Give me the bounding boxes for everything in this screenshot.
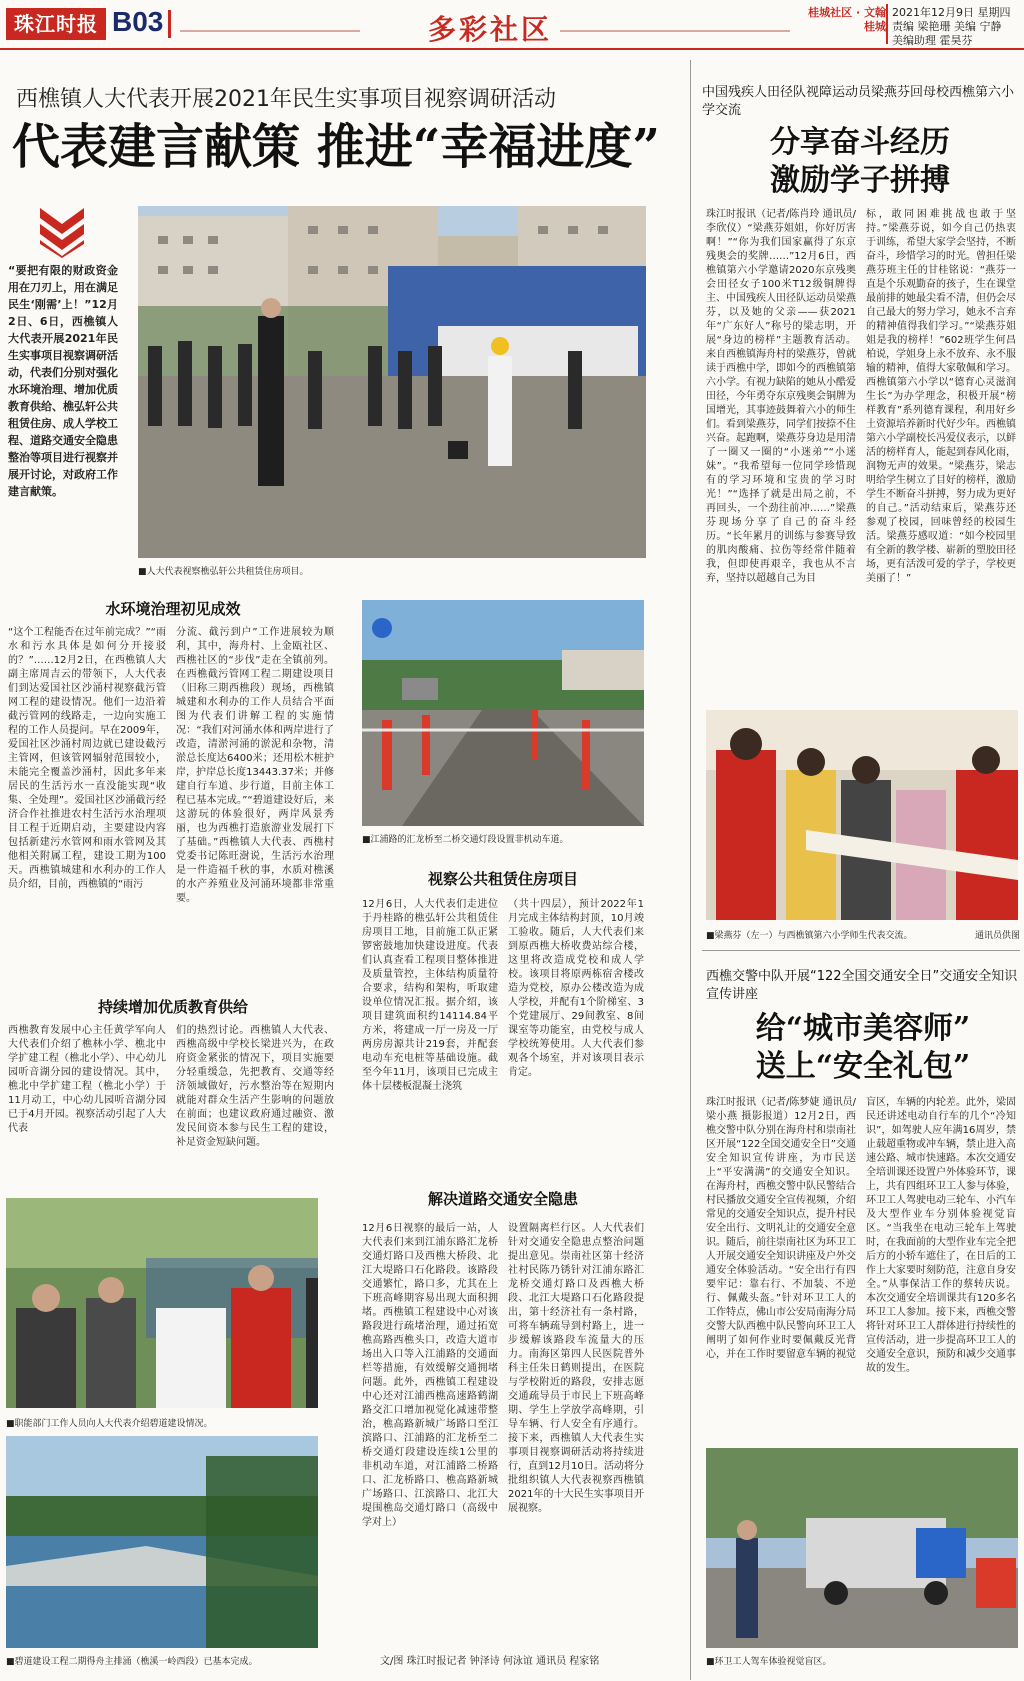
school-photo-credit: 通讯员供图 bbox=[974, 931, 1020, 941]
lead-kicker: 西樵镇人大代表开展2021年民生实事项目视察调研活动 bbox=[16, 87, 556, 112]
story2-kicker: 中国残疾人田径队视障运动员梁燕芬回母校西樵第六小学交流 bbox=[702, 85, 1015, 118]
masthead-rule bbox=[0, 48, 1024, 50]
staff-photo bbox=[6, 1198, 318, 1408]
housing-col-1: 12月6日，人大代表们走进位于丹桂路的樵弘轩公共租赁住房项目工地，目前施工队正紧锣密鼓地加快建设进度。代表们认真查看工程项目整体推进及质量管控，主体结构质量符合要求，结构和架构，听取建设单位情况汇报。据介绍，该项目建筑面积约14114.84平方米，将建成一厅一房及一厅两房房源共计219套，并配套电动车充电桩等基础设施。截至今年11月，该项目已完成主体十层楼板混凝土浇筑 bbox=[362, 899, 498, 1092]
staff-photo-caption: ■职能部门工作人员向人大代表介绍碧道建设情况。 bbox=[6, 1419, 213, 1429]
housing-subhead: 视察公共租赁住房项目 bbox=[427, 870, 578, 888]
masthead-divider bbox=[168, 10, 171, 38]
traffic-subhead: 解决道路交通安全隐患 bbox=[427, 1190, 578, 1208]
editors-line: 责编 梁艳珊 美编 宁静 bbox=[892, 20, 1002, 33]
story3-col-1: 珠江时报讯（记者/陈梦婕 通讯员/梁小燕 摄影报道）12月2日，西樵交警中队分别在海舟村和崇南社区开展“122全国交通安全日”交通安全知识宣传讲座，为市民送上“平安满满”的交通安全知识。在海舟村，西樵交警中队民警结合村民播放交通安全宣传视频，介绍常见的交通安全知识点，提升村民安全出行、文明礼让的交通安全意识。随后，前往崇南社区为环卫工人开展交通安全知识讲座及户外交通安全体验活动。“安全出行有四要牢记：靠右行、不加装、不逆行、佩戴头盔。”针对环卫工人的工作特点，佛山市公安局南海分局交警大队西樵中队民警向环卫工人阐明了如何作业时要佩戴反光背心，并在工作时要留意车辆的视觉 bbox=[706, 1097, 856, 1360]
date-divider bbox=[886, 4, 888, 44]
traffic-col-1: 12月6日视察的最后一站，人大代表们来到江浦东路汇龙桥交通灯路口及西樵大桥段、北江大堤路口石化路段。该路段交通繁忙，路口多，尤其在上下班高峰期容易出现大面积拥堵。西樵镇工程建设中心对该路段进行疏堵治理，通过拓宽樵高路西樵头口，改造大道市场出入口等入江浦路的交通面栏等措施，有效缓解交通拥堵问题。此外，西樵镇工程建设中心还对江浦西樵高速路鹤湖路交汇口增加视觉化减速带整治，樵高路新城广场路口至江滨路口、江浦路的汇龙桥至二桥交通灯段建设连续1公里的非机动车道，对江浦路二桥路口、汇龙桥路口、樵高路新城广场路口、江滨路口、北江大堤围樵岛交通灯路口（高级中学对上） bbox=[362, 1223, 498, 1528]
masthead-rule-right bbox=[560, 30, 790, 32]
water-col-2: 分流、截污到户”工作进展较为顺利，其中，海舟村、上金瓯社区、西樵社区的“步伐”走在全镇前列。在西樵截污管网工程二期建设项目（旧称三期西樵段）现场，西樵镇城建和水利办的工作人员结合平面图为代表们讲解工程的实施情况：“我们对河涌水体和两岸进行了改造，清淤河涌的淤泥和杂物，清淤总长度达6400米；还用松木桩护岸，护岸总长度13443.37米；并修建自行车道、步行道，目前主体工程已基本完成。”“碧道建设好后，来这游玩的体验很好，两岸风景秀丽，也为西樵打造旅游业发展打下了基础。”西樵镇人大代表、西樵村党委书记陈旺澍说，生活污水治理是一件造福千秋的事，水质对樵溪的水产养殖业及河涌环境都非常重要。 bbox=[176, 627, 334, 904]
story2-col-2: 标，敢同困难挑战也敢于坚持。”梁燕芬说，如今自己仍热衷于训练，希望大家学会坚持，不断奋斗，珍惜学习的时光。曾担任梁燕芬班主任的甘桂铭说：“燕芬一直是个乐观勤奋的孩子，生在课堂最前排的她最尖看不清，但仍会尽自己最大的努力学习，她永不言弃的精神值得我们学习。”“梁燕芬姐姐是我的榜样！”602班学生何昌柏说，学姐身上永不放弃、永不服输的精神，值得大家敬佩和学习。西樵镇第六小学以“德育心灵滋润生长”为办学理念，积极开展“榜样教育”系列德育课程，利用好乡土资源培养新时代好少年。西樵镇第六小学副校长冯爱仪表示，以鲜活的榜样育人，能起到春风化雨，润物无声的效果。“梁燕芬，梁志明给学生树立了目好的榜样，激励学生不断奋斗拼搏，努力成为更好的自己。”活动结束后，梁燕芬还参观了校园，回味曾经的校园生活。梁燕芬感叹道：“如今校园里有全新的教学楼、崭新的塑胶田径场，更有活泼可爱的学子，学校更美丽了！” bbox=[866, 209, 1016, 584]
story2-headline-2: 激励学子拼搏 bbox=[770, 163, 950, 198]
masthead-rule-left bbox=[180, 30, 360, 32]
section-brand: 桂城社区 · 文翰桂城 bbox=[808, 6, 886, 33]
story3-headline-1: 给“城市美容师” bbox=[755, 1011, 971, 1046]
housing-col-2: （共十四层），预计2022年1月完成主体结构封顶，10月竣工验收。随后，人大代表们来到原西樵大桥收费站综合楼，这里将改造成党校和成人学校。该项目将原两栋宿舍楼改造为党校，原办公楼改造为成人学校，并配有1个阶梯室、3个党建展厅、29间教室、8间课室等功能室，由党校与成人学校统筹使用。人大代表们参观各个场室，并对该项目表示肯定。 bbox=[508, 899, 644, 1078]
story-divider bbox=[702, 950, 1020, 951]
story2-col-1: 珠江时报讯（记者/陈肖玲 通讯员/李欣仪）“梁燕芬姐姐，你好厉害啊！”“你为我们国家赢得了东京残奥会的奖牌……”12月6日，西樵镇第六小学邀请2020东京残奥会田径女子100米T12级铜牌得主、中国残疾人田径队运动员梁燕芬，以及她的父亲——获2021年“广东好人”称号的梁志明，开展“身边的榜样”主题教育活动。来自西樵镇海舟村的梁燕芬，曾就读于西樵中学，即如今的西樵镇第六小学。有视力缺陷的她从小酷爱田径，今年勇夺东京残奥会铜牌为国增光，其事迹鼓舞着六小的师生们。看到梁燕芬，同学们按捺不住兴奋。起跑啊，梁燕芬身边是用清了一圈又一圈的“小迷弟”“小迷妹”。“我希望每一位同学珍惜现有的学习环境和宝贵的学习时光！”“选择了就是出局之前，不再回头，一个劲往前冲……”梁燕芬现场分享了自己的奋斗经历。“长年累月的训练与参赛导致的肌肉酸痛、拉伤等经常伴随着我，但即使再艰辛，我也从不言弃，坚持以超越自己为目 bbox=[706, 209, 856, 584]
story3-kicker: 西樵交警中队开展“122全国交通安全日”交通安全知识宣传讲座 bbox=[706, 969, 1018, 1002]
lead-photo-caption: ■人大代表视察樵弘轩公共租赁住房项目。 bbox=[138, 567, 309, 577]
column-divider bbox=[690, 60, 691, 1680]
story3-headline-2: 送上“安全礼包” bbox=[755, 1049, 971, 1084]
river-photo bbox=[6, 1436, 318, 1648]
newspaper-logo: 珠江时报 bbox=[6, 8, 106, 40]
education-col-2: 们的热烈讨论。西樵镇人大代表、西樵高级中学校长梁进兴为，在政府资金紧张的情况下，项目实施要分轻重缓急，先把教育、交通等经济领域做好，污水整治等在短期内就能对群众生活产生影响的问题放在前面；也建议政府通过融资、激发民间资本参与民生工程的建设，补足资金短缺问题。 bbox=[176, 1025, 334, 1148]
school-photo bbox=[706, 710, 1018, 920]
road-photo bbox=[362, 600, 644, 826]
road-photo-caption: ■江浦路的汇龙桥至二桥交通灯段设置非机动车道。 bbox=[362, 835, 569, 845]
assistant-editor: 美编助理 霍昊芬 bbox=[892, 34, 973, 47]
chevron-decoration-icon bbox=[40, 208, 84, 258]
page-number: B03 bbox=[112, 6, 164, 37]
issue-date: 2021年12月9日 星期四 bbox=[892, 6, 1011, 19]
lead-byline: 文/图 珠江时报记者 钟泽诗 何泳谊 通讯员 程家铭 bbox=[380, 1656, 600, 1667]
water-col-1: “这个工程能否在过年前完成？”“雨水和污水具体是如何分开接驳的？”……12月2日，在西樵镇人大副主席周吉云的带领下，人大代表们到达爱国社区沙涌村视察截污管网工程的建设情况。他们一边沿着截污管网的线路走，一边向实施工程的工作人员提问。早在2009年，爱国社区沙涌村周边就已建设截污主管网，但该管网辐射范围较小，未能完全覆盖沙涌村，因此多年来居民的生活污水一直没能实现“收集、全处理”。爱国社区沙涌截污经济合作社推进农村生活污水治理项目工程于近期启动，主要建设内容包括新建污水管网和雨水管网及其他相关附属工程，建设工期为100天。西樵镇城建和水利办的工作人员介绍，目前，西樵镇的“雨污 bbox=[8, 627, 166, 890]
traffic-col-2: 设置隔离栏行区。人大代表们针对交通安全隐患点整治问题提出意见。崇南社区第十经济社村民陈乃锈针对江浦东路汇龙桥交通灯路口及西樵大桥段、北江大堤路口石化路段提出，第十经济社有一条村路，可将车辆疏导到村路上，进一步缓解该路段车流量大的压力。南海区第四人民医院普外科主任朱日鹤则提出，在医院与学校附近的路段，安排志愿交通疏导员于市民上下班高峰期、学生上学放学高峰期，引导车辆、行人安全有序通行。接下来，西樵镇人大代表生实事项目视察调研活动将持续进行，直到12月10日。活动将分批组织镇人大代表视察西樵镇2021年的十大民生实事项目开展视察。 bbox=[508, 1223, 644, 1514]
water-subhead: 水环境治理初见成效 bbox=[105, 600, 241, 618]
school-photo-caption: ■梁燕芬（左一）与西樵镇第六小学师生代表交流。 bbox=[706, 931, 913, 941]
river-photo-caption: ■碧道建设工程二期得舟主排涌（樵溪一岭西段）已基本完成。 bbox=[6, 1657, 258, 1667]
sanitation-photo-caption: ■环卫工人驾车体验视觉盲区。 bbox=[706, 1657, 832, 1667]
education-col-1: 西樵教育发展中心主任黄学军向人大代表们介绍了樵林小学、樵北中学扩建工程（樵北小学）、中心幼儿园听音湖分园的建设情况。其中，樵北中学扩建工程（樵北小学）于11月动工，中心幼儿园听音湖分园已于4月开园。视察活动引起了人大代表 bbox=[8, 1025, 166, 1134]
sanitation-photo bbox=[706, 1448, 1018, 1648]
education-subhead: 持续增加优质教育供给 bbox=[97, 998, 248, 1016]
lead-headline: 代表建言献策 推进“幸福进度” bbox=[12, 119, 660, 175]
lead-intro: “要把有限的财政资金用在刀刃上，用在满足民生‘刚需’上！”12月2日、6日，西樵镇人大代表开展2021年民生实事项目视察调研活动，代表们分别对强化水环境治理、增加优质教育供给、樵弘轩公共租赁住房、成人学校工程、道路交通安全隐患整治等项目进行视察并展开讨论，对政府工作建言献策。 bbox=[8, 264, 118, 498]
lead-photo bbox=[138, 206, 646, 558]
section-title: 多彩社区 bbox=[428, 13, 553, 46]
story3-col-2: 盲区，车辆的内轮差。此外，梁固民还讲述电动自行车的几个“冷知识”，如驾驶人应年满16周岁，禁止载超重物或冲车辆，禁止进入高速公路、城市快速路。本次交通安全培训课还设置户外体验环节，课上，共有四组环卫工人参与体验，环卫工人驾驶电动三轮车、小汽车及大型作业车分别体验视觉盲区。“当我坐在电动三轮车上驾驶时，在我面前的大型作业车完全把后方的小轿车遮住了，在日后的工作上大家要时刻防范，注意自身安全。”从事保洁工作的蔡转庆说。本次交通安全培训课共有120多名环卫工人参加。接下来，西樵交警将针对环卫工人群体进行持续性的宣传活动，进一步提高环卫工人的交通安全意识，预防和减少交通事故的发生。 bbox=[866, 1097, 1016, 1374]
story2-headline-1: 分享奋斗经历 bbox=[770, 125, 950, 160]
